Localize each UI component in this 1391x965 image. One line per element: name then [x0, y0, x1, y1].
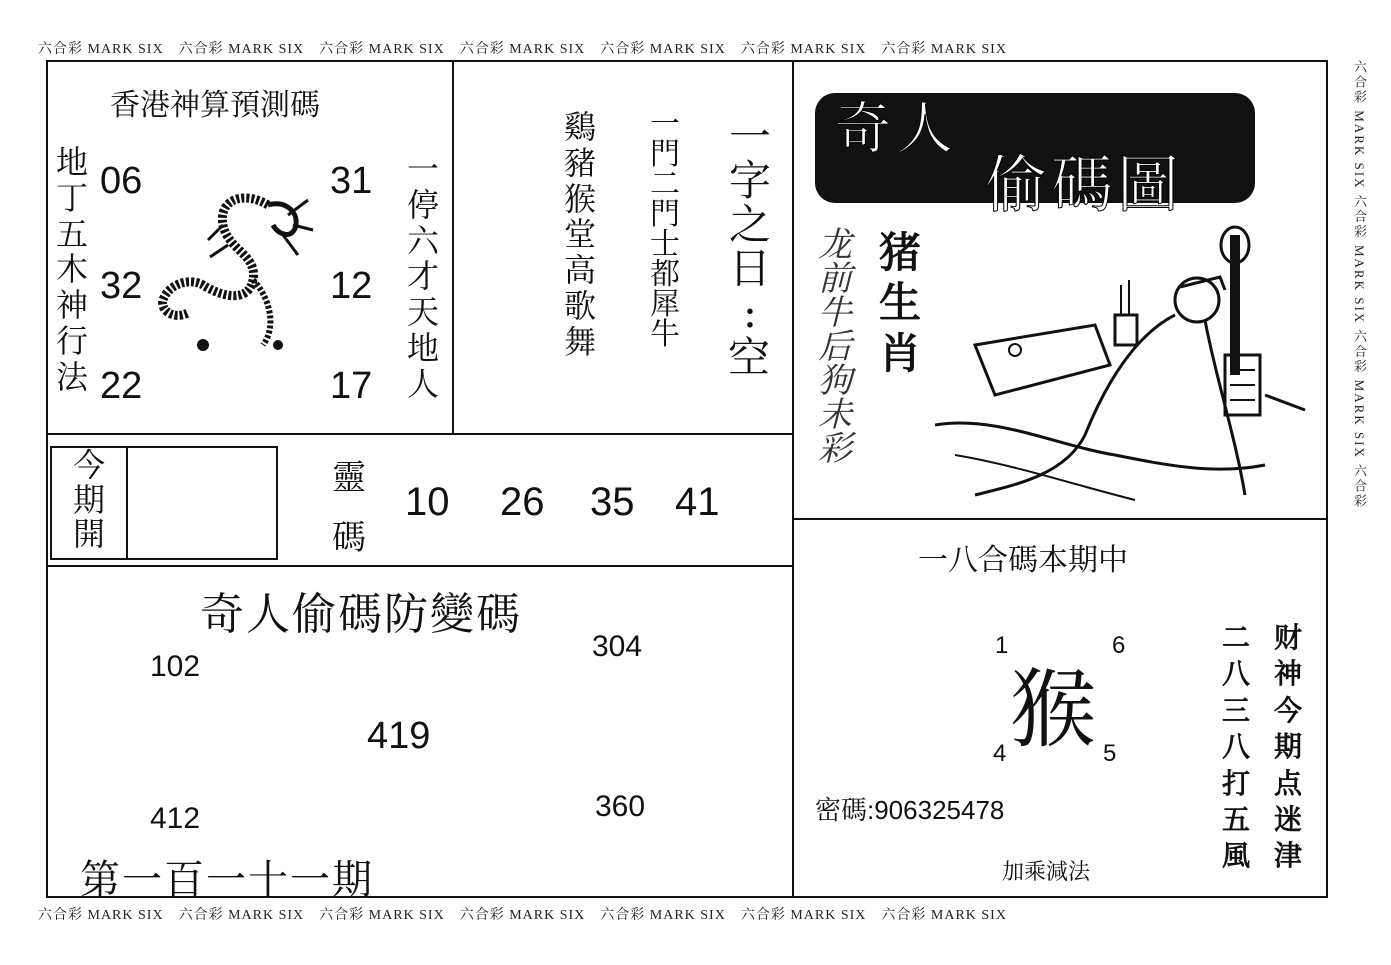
- draw-number: 35: [590, 480, 635, 524]
- ling-label: 靈: [332, 458, 366, 498]
- hk-left-number: 22: [100, 365, 143, 407]
- right-title: 一八合碼本期中: [918, 543, 1128, 578]
- divider: [126, 446, 128, 560]
- hk-left-vertical: 地 丁 五 木 神 行 法: [55, 143, 88, 396]
- draw-number: 41: [675, 480, 720, 524]
- anti-number: 102: [150, 650, 201, 683]
- hk-right-number: 17: [330, 365, 373, 407]
- draw-number: 10: [405, 480, 450, 524]
- poster-animal-vertical: 猪 生 肖: [878, 228, 921, 378]
- method-text: 加乘減法: [1002, 860, 1091, 885]
- middle-col3-kong: 空: [728, 333, 771, 382]
- draw-label-vertical: 今 期 開: [72, 446, 105, 554]
- right-vertical-col1: 财 神 今 期 点 迷 津: [1273, 621, 1302, 873]
- hk-title: 香港神算預測碼: [110, 88, 320, 123]
- scholar-illustration: [935, 215, 1315, 515]
- right-vertical-col2: 二 八 三 八 打 五 風: [1221, 621, 1250, 873]
- corner-number: 6: [1112, 632, 1126, 659]
- poster-banner-line2: 偷碼圖: [985, 148, 1184, 221]
- period-label: 第一百一十一期: [80, 857, 374, 903]
- hk-right-number: 31: [330, 160, 373, 202]
- middle-col2-vertical: 一 門 二 門 士 都 犀 牛: [650, 107, 680, 352]
- corner-number: 4: [993, 740, 1007, 767]
- hk-left-number: 06: [100, 160, 143, 202]
- anti-number: 304: [592, 630, 643, 663]
- anti-number: 412: [150, 802, 201, 835]
- anti-number: 360: [595, 790, 646, 823]
- corner-number: 1: [995, 632, 1009, 659]
- anti-number: 419: [367, 715, 431, 757]
- middle-col1-vertical: 鷄 豬 猴 堂 高 歌 舞: [563, 108, 596, 361]
- divider: [46, 565, 792, 567]
- draw-number: 26: [500, 480, 545, 524]
- password-text: 密碼:906325478: [815, 795, 1005, 825]
- divider: [792, 60, 794, 898]
- top-border-strip: 六合彩 MARK SIX 六合彩 MARK SIX 六合彩 MARK SIX 六合彩 MARK SIX 六合彩 MARK SIX 六合彩 MARK SIX 六合彩 MARK SIX: [38, 42, 1007, 57]
- anti-title: 奇人偷碼防變碼: [200, 589, 522, 640]
- dragon-illustration: [148, 185, 318, 360]
- divider: [452, 60, 454, 433]
- poster-banner-line1: 奇人: [835, 97, 959, 162]
- poster-side-vertical: 龙 前 牛 后 狗 未 彩: [818, 225, 852, 469]
- divider: [46, 433, 792, 435]
- hk-right-vertical: 一 停 六 才 天 地 人: [406, 150, 439, 403]
- divider: [792, 518, 1328, 520]
- hk-right-number: 12: [330, 265, 373, 307]
- ma-label: 碼: [332, 518, 366, 558]
- hk-left-number: 32: [100, 265, 143, 307]
- middle-col3-vertical: 一 字 之 日 :: [728, 112, 771, 338]
- right-border-strip: 六合彩 MARK SIX 六合彩 MARK SIX 六合彩 MARK SIX 六合彩: [1352, 60, 1367, 510]
- corner-number: 5: [1103, 740, 1117, 767]
- big-animal-char: 猴: [1010, 660, 1096, 760]
- bottom-border-strip: 六合彩 MARK SIX 六合彩 MARK SIX 六合彩 MARK SIX 六合彩 MARK SIX 六合彩 MARK SIX 六合彩 MARK SIX 六合彩 MARK SIX: [38, 908, 1007, 923]
